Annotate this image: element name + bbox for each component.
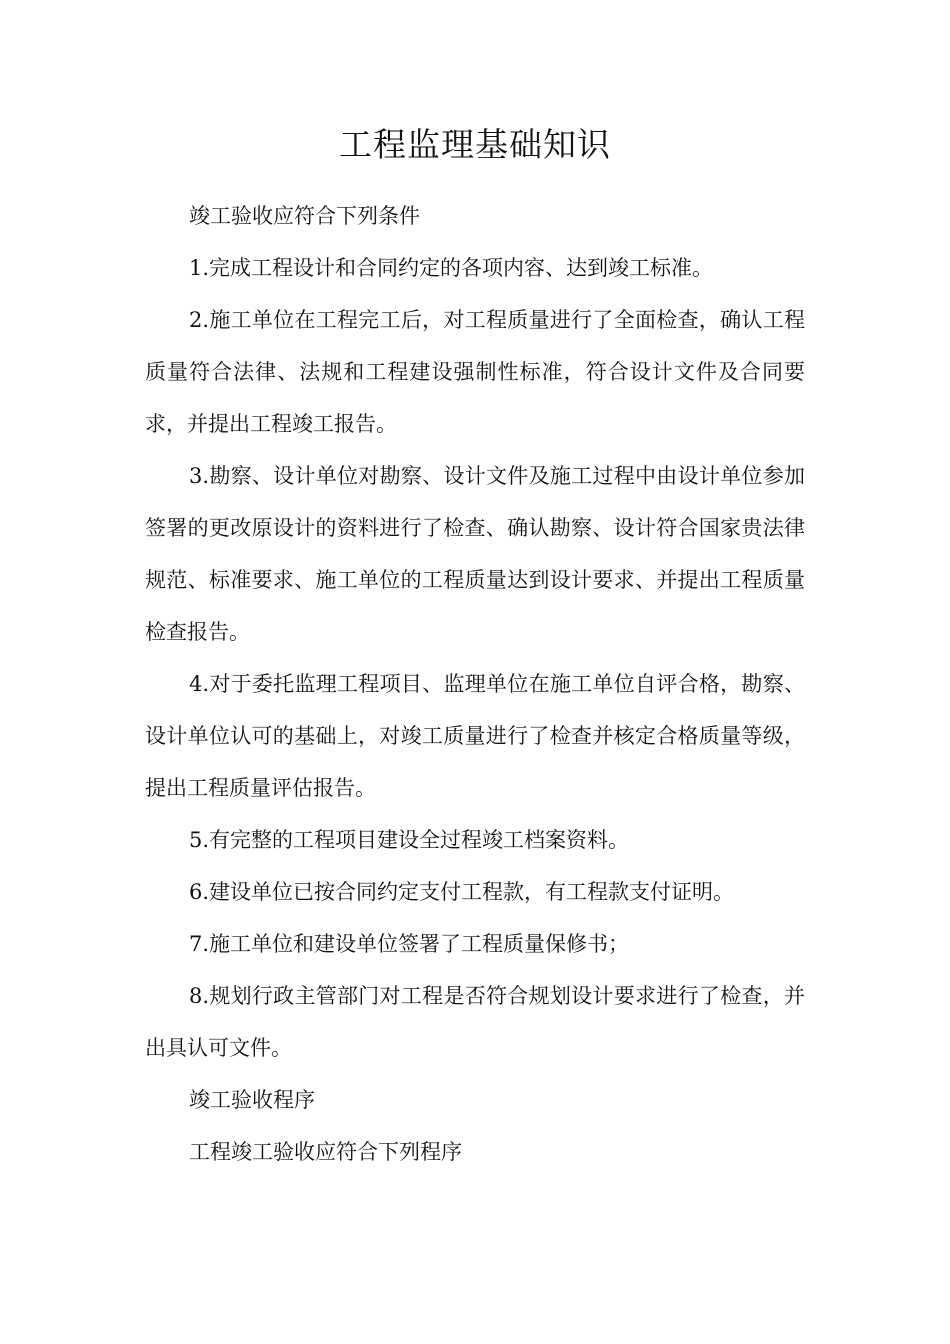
paragraph-condition-5: 5.有完整的工程项目建设全过程竣工档案资料。	[189, 828, 630, 852]
paragraph-condition-6: 6.建设单位已按合同约定支付工程款，有工程款支付证明。	[189, 880, 735, 904]
document-title: 工程监理基础知识	[339, 125, 611, 164]
paragraph-procedure-heading: 竣工验收程序	[189, 1088, 315, 1112]
paragraph-condition-7: 7.施工单位和建设单位签署了工程质量保修书；	[189, 932, 630, 956]
document-body	[145, 190, 805, 1178]
paragraph-procedure-intro: 工程竣工验收应符合下列程序	[189, 1140, 462, 1164]
paragraph-condition-3: 3.勘察、设计单位对勘察、设计文件及施工过程中由设计单位参加签署的更改原设计的资料进行了检查、确认勘察、设计符合国家贵法律规范、标准要求、施工单位的工程质量达到设计要求、并提出工程质量检查报告。	[145, 464, 805, 644]
paragraph-completion-conditions-heading: 竣工验收应符合下列条件	[189, 204, 420, 228]
paragraph-condition-1: 1.完成工程设计和合同约定的各项内容、达到竣工标准。	[189, 256, 714, 280]
paragraph-condition-8: 8.规划行政主管部门对工程是否符合规划设计要求进行了检查，并出具认可文件。	[145, 984, 805, 1060]
paragraph-condition-2: 2.施工单位在工程完工后，对工程质量进行了全面检查，确认工程质量符合法律、法规和工程建设强制性标准，符合设计文件及合同要求，并提出工程竣工报告。	[145, 308, 805, 436]
paragraph-condition-4: 4.对于委托监理工程项目、监理单位在施工单位自评合格，勘察、设计单位认可的基础上，对竣工质量进行了检查并核定合格质量等级，提出工程质量评估报告。	[145, 672, 805, 800]
